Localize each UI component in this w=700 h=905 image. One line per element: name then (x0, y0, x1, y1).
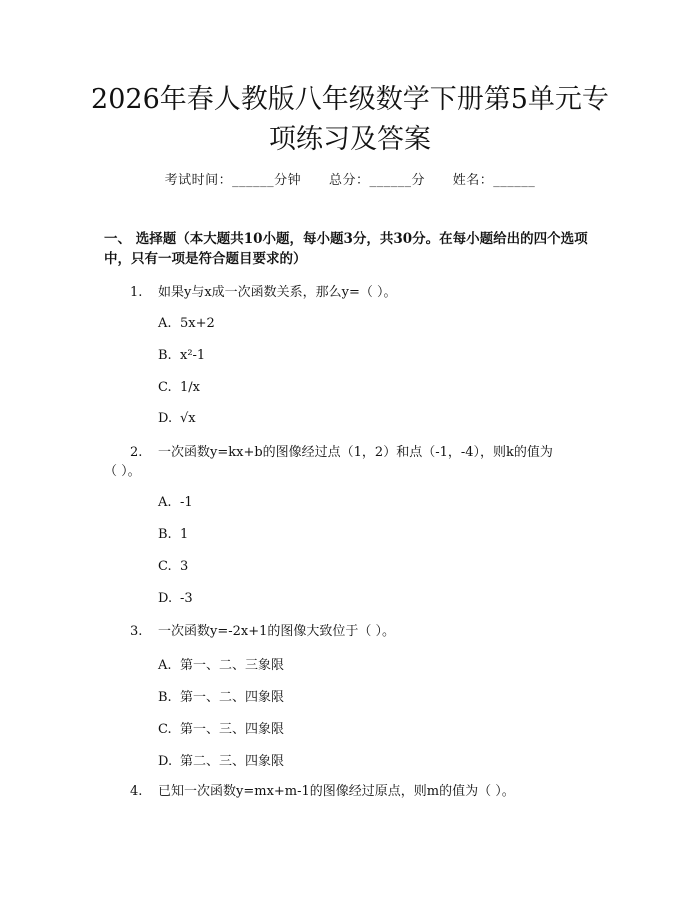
question-number: 3. (130, 624, 143, 639)
question-number: 4. (130, 784, 143, 799)
option-1b: B. x²-1 (158, 348, 206, 363)
question-4 (130, 782, 515, 801)
option-2c: C. 3 (158, 559, 189, 574)
question-2 (130, 443, 553, 462)
option-2a: A. -1 (158, 495, 193, 510)
option-1a: A. 5x+2 (158, 316, 215, 331)
question-3 (130, 622, 395, 641)
question-text: 一次函数y=kx+b的图像经过点（1，2）和点（-1，-4），则k的值为 (158, 445, 553, 460)
option-3d: D. 第二、三、四象限 (158, 754, 285, 769)
section-heading: 一、 选择题（本大题共10小题，每小题3分，共30分。在每小题给出的四个选项中，只有一项是符合题目要求的） (104, 231, 588, 267)
exam-time-field: 考试时间：______分钟 (164, 173, 302, 188)
question-number: 1. (130, 285, 143, 300)
option-3c: C. 第一、三、四象限 (158, 722, 285, 737)
question-text: 一次函数y=-2x+1的图像大致位于（ ）。 (158, 624, 396, 639)
option-3b: B. 第一、二、四象限 (158, 690, 285, 705)
student-name-field: 姓名：______ (452, 173, 536, 188)
question-number: 2. (130, 445, 143, 460)
document-title: 2026年春人教版八年级数学下册第5单元专项练习及答案 (91, 84, 609, 155)
question-text: 如果y与x成一次函数关系，那么y=（ ）。 (158, 285, 397, 300)
question-text: 已知一次函数y=mx+m-1的图像经过原点，则m的值为（ ）。 (158, 784, 515, 799)
option-1d: D. √x (158, 411, 196, 426)
question-1 (130, 283, 397, 302)
question-2-continuation: （ ）。 (104, 464, 141, 479)
option-3a: A. 第一、二、三象限 (158, 658, 285, 673)
option-1c: C. 1/x (158, 380, 200, 395)
option-2b: B. 1 (158, 527, 189, 542)
option-2d: D. -3 (158, 591, 193, 606)
exam-info (0, 169, 700, 188)
total-score-field: 总分：______分 (328, 173, 425, 188)
